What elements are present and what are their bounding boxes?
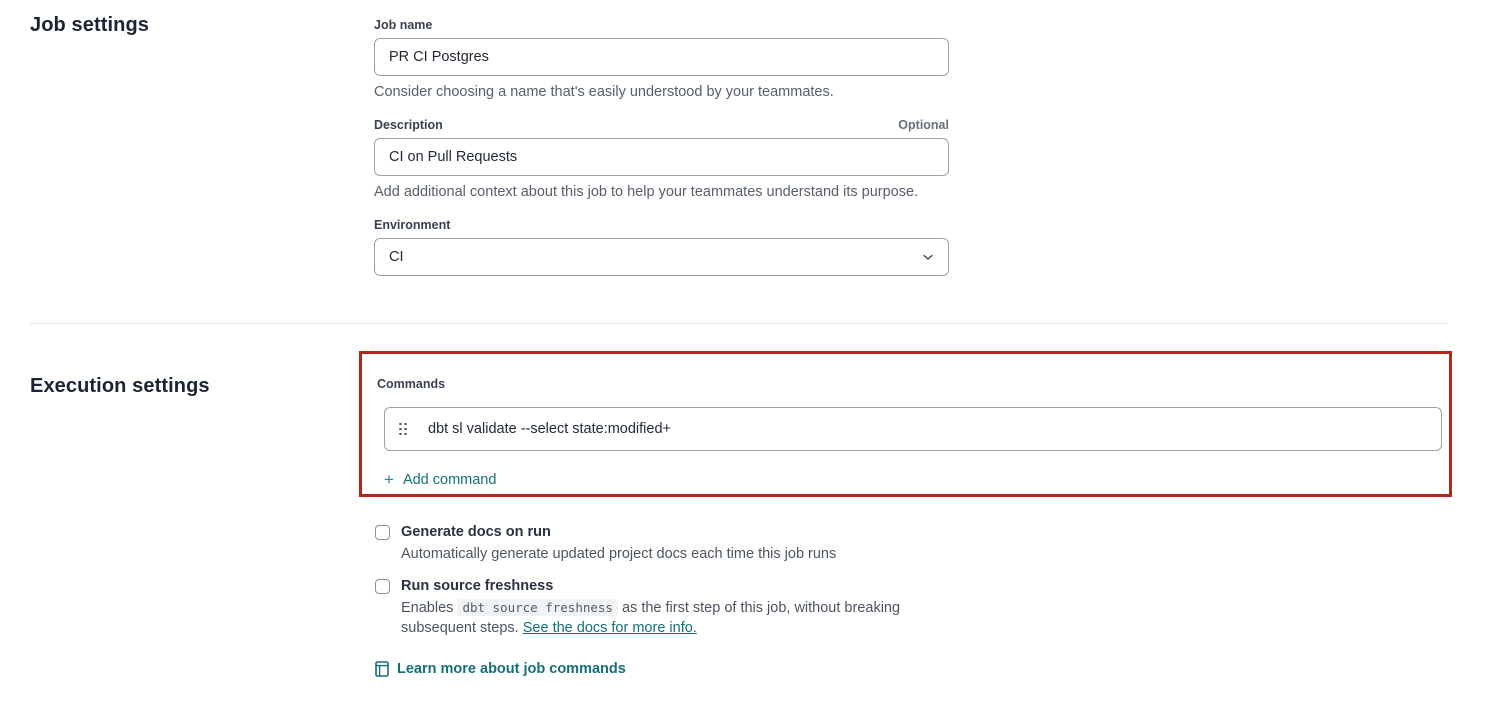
- add-command-label: Add command: [402, 471, 497, 488]
- execution-settings-heading: Execution settings: [30, 375, 210, 397]
- add-command-button[interactable]: [384, 471, 496, 488]
- section-divider: [30, 323, 1448, 324]
- command-row[interactable]: [384, 407, 1442, 451]
- environment-select[interactable]: [374, 238, 949, 276]
- job-settings-heading: Job settings: [30, 14, 149, 36]
- learn-more-label: Learn more about job commands: [397, 661, 626, 677]
- drag-handle-icon[interactable]: [399, 423, 408, 436]
- book-icon: [375, 661, 389, 677]
- description-input[interactable]: [374, 138, 949, 176]
- chevron-down-icon: [922, 253, 934, 261]
- command-input-value[interactable]: dbt sl validate --select state:modified+: [428, 421, 671, 437]
- description-label: Description: [374, 118, 443, 132]
- description-optional-badge: Optional: [898, 118, 949, 132]
- source-freshness-description: [401, 598, 946, 638]
- description-help: Add additional context about this job to help your teammates understand its purpose.: [374, 184, 919, 200]
- freshness-docs-link[interactable]: See the docs for more info.: [522, 620, 697, 636]
- description-label-row: [374, 118, 949, 132]
- source-freshness-row: [375, 578, 1075, 640]
- job-name-input[interactable]: [374, 38, 949, 76]
- job-name-help: Consider choosing a name that's easily understood by your teammates.: [374, 84, 834, 100]
- generate-docs-checkbox[interactable]: [375, 525, 390, 540]
- source-freshness-label[interactable]: Run source freshness: [401, 578, 554, 594]
- source-freshness-checkbox[interactable]: [375, 579, 390, 594]
- freshness-desc-middle: as the first step of this job, without breaking subsequent steps.: [401, 600, 901, 636]
- freshness-inline-code: dbt source freshness: [457, 599, 618, 616]
- generate-docs-row: [375, 524, 1075, 564]
- freshness-desc-prefix: Enables: [401, 600, 458, 616]
- environment-label: Environment: [374, 218, 451, 232]
- job-name-label: Job name: [374, 18, 433, 32]
- environment-selected-value: CI: [389, 249, 404, 265]
- generate-docs-description: Automatically generate updated project docs each time this job runs: [401, 546, 837, 562]
- learn-more-link[interactable]: [375, 661, 626, 677]
- plus-icon: +: [384, 470, 394, 489]
- generate-docs-label[interactable]: Generate docs on run: [401, 524, 551, 540]
- commands-label: Commands: [377, 377, 446, 391]
- commands-highlight-box: [359, 351, 1452, 497]
